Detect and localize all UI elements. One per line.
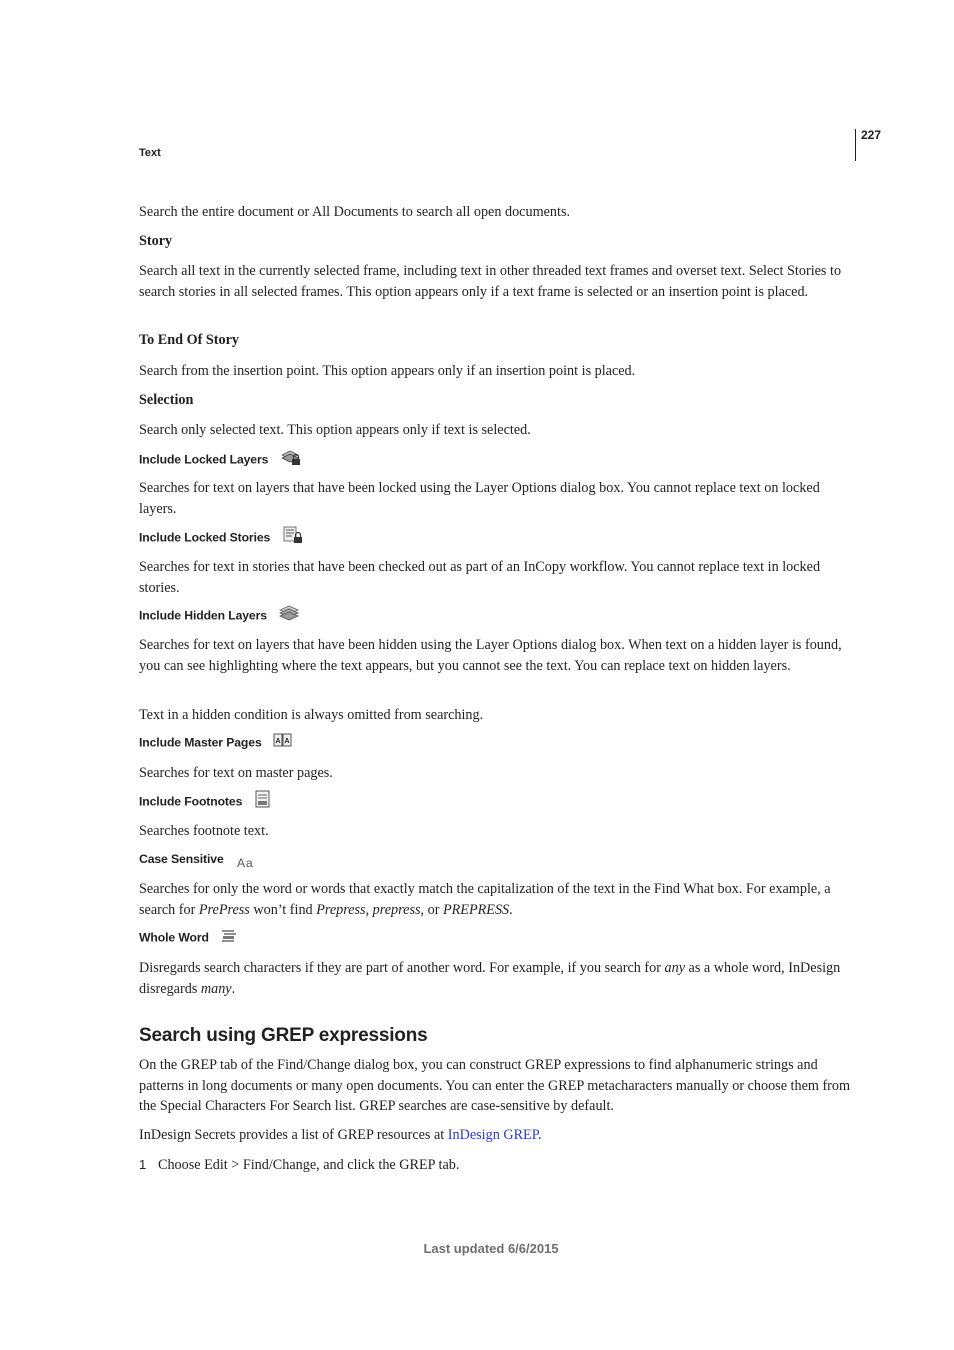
case-sensitive-text-1: Searches for only the word or words that exactly match the capitalization of the text in the Find What box. For example, a search for bbox=[139, 881, 831, 918]
last-updated: Last updated 6/6/2015 bbox=[423, 1241, 559, 1256]
grep-resources-prefix: InDesign Secrets provides a list of GREP resources at bbox=[139, 1127, 448, 1143]
case-sensitive-em-4: PREPRESS bbox=[442, 901, 510, 918]
whole-word-text-2: as a whole word, InDesign disregards bbox=[139, 960, 841, 997]
hidden-layers-heading bbox=[139, 607, 851, 626]
whole-word-title: Whole Word bbox=[139, 930, 209, 945]
header-rule bbox=[855, 129, 856, 161]
whole-word-em-2: many bbox=[200, 980, 232, 997]
page-number: 227 bbox=[861, 128, 882, 142]
master-pages-icon bbox=[273, 731, 293, 752]
footnotes-heading bbox=[139, 794, 851, 811]
case-sensitive-body bbox=[139, 879, 851, 920]
locked-stories-body: Searches for text in stories that have been checked out as part of an InCopy workflow. You cannot replace text in locked stories. bbox=[139, 559, 821, 596]
case-sensitive-em-1: PrePress bbox=[198, 901, 250, 918]
footnotes-title: Include Footnotes bbox=[139, 794, 243, 809]
case-sensitive-text-5: . bbox=[509, 901, 513, 918]
case-sensitive-heading bbox=[139, 852, 851, 870]
whole-word-body bbox=[139, 958, 851, 999]
section-title: Text bbox=[139, 147, 161, 159]
locked-stories-heading bbox=[139, 529, 851, 548]
grep-body: On the GREP tab of the Find/Change dialog box, you can construct GREP expressions to find alphanumeric strings and patterns in long documents or many open documents. You can enter the GREP metacharacters manually or choose them from the Special Characters For Search list. GREP searches are case-sensitive by default. bbox=[139, 1057, 851, 1114]
case-sensitive-em-3: prepress bbox=[372, 901, 421, 918]
step-text: Choose Edit > Find/Change, and click the GREP tab. bbox=[158, 1157, 460, 1173]
hidden-layers-icon bbox=[278, 603, 300, 626]
svg-text:A: A bbox=[275, 738, 281, 745]
case-sensitive-em-2: Prepress bbox=[316, 901, 366, 918]
case-sensitive-text-4: , or bbox=[420, 901, 443, 918]
locked-layers-body: Searches for text on layers that have been locked using the Layer Options dialog box. You cannot replace text on locked layers. bbox=[139, 480, 820, 517]
locked-layers-icon bbox=[280, 447, 302, 470]
story-title: Story bbox=[139, 233, 173, 249]
master-pages-body: Searches for text on master pages. bbox=[139, 765, 333, 781]
locked-stories-icon bbox=[282, 525, 304, 548]
hidden-layers-title: Include Hidden Layers bbox=[139, 608, 267, 623]
selection-body: Search only selected text. This option appears only if text is selected. bbox=[139, 422, 531, 438]
step-number: 1 bbox=[139, 1157, 147, 1172]
whole-word-heading bbox=[139, 930, 851, 947]
whole-word-text-1: Disregards search characters if they are part of another word. For example, if you search for bbox=[139, 960, 665, 976]
selection-title: Selection bbox=[139, 392, 194, 408]
whole-word-em-1: any bbox=[664, 960, 685, 976]
case-sensitive-title: Case Sensitive bbox=[139, 852, 224, 866]
grep-resources bbox=[139, 1125, 851, 1146]
story-body: Search all text in the currently selected frame, including text in other threaded text frames and overset text. Select Stories to search stories in all selected frames. This option appears only if a text frame is selected or an insertion point is placed. bbox=[139, 263, 842, 300]
whole-word-text-3: . bbox=[231, 980, 236, 997]
locked-layers-title: Include Locked Layers bbox=[139, 452, 269, 467]
hidden-layers-note: Text in a hidden condition is always omitted from searching. bbox=[139, 707, 484, 723]
hidden-layers-body: Searches for text on layers that have been hidden using the Layer Options dialog box. When text on a hidden layer is found, you can see highlighting where the text appears, but you cannot see the text. You can replace text on hidden layers. bbox=[139, 637, 842, 674]
footnotes-body: Searches footnote text. bbox=[139, 823, 269, 839]
master-pages-heading bbox=[139, 735, 851, 752]
case-sensitive-text-3: , bbox=[365, 901, 373, 918]
to-end-title: To End Of Story bbox=[139, 332, 239, 348]
case-sensitive-icon: Aa bbox=[236, 856, 254, 870]
master-pages-title: Include Master Pages bbox=[139, 735, 262, 750]
locked-stories-title: Include Locked Stories bbox=[139, 530, 271, 545]
whole-word-icon bbox=[220, 928, 238, 947]
footnotes-icon bbox=[254, 790, 272, 811]
case-sensitive-text-2: won’t find bbox=[249, 901, 317, 918]
grep-resources-suffix: . bbox=[538, 1127, 542, 1143]
indesign-grep-link[interactable]: InDesign GREP bbox=[447, 1127, 539, 1143]
grep-heading: Search using GREP expressions bbox=[139, 1025, 428, 1046]
to-end-body: Search from the insertion point. This option appears only if an insertion point is placed. bbox=[139, 363, 636, 379]
locked-layers-heading bbox=[139, 451, 851, 470]
svg-text:A: A bbox=[284, 738, 290, 745]
intro-paragraph: Search the entire document or All Documents to search all open documents. bbox=[139, 204, 571, 220]
